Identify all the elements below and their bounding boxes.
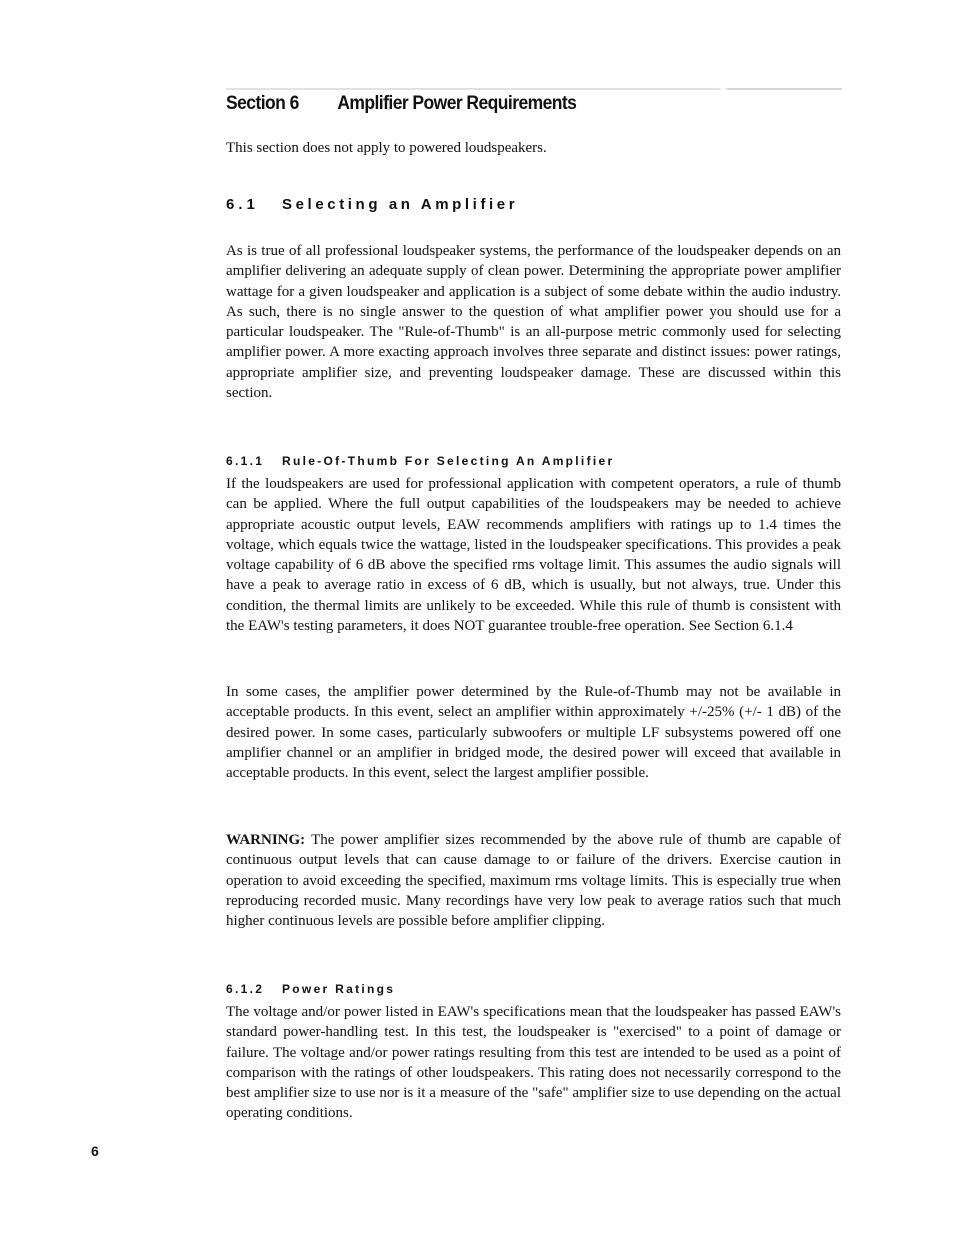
section-title: Amplifier Power Requirements	[337, 93, 577, 114]
subsection-6-1-number: 6.1	[226, 196, 259, 213]
subsection-6-1-heading	[226, 196, 518, 213]
warning-text: The power amplifier sizes recommended by the above rule of thumb are capable of continuous output levels that can cause damage to or failure of the drivers. Exercise caution in operation to avoid exceeding the specified, maximum rms voltage limits. This is especially true when reproducing recorded music. Many recordings have very low peak to average ratios such that much higher continuous levels are possible before amplifier clipping.	[226, 832, 841, 930]
subsection-6-1-1-number: 6.1.1	[226, 454, 265, 468]
subsection-6-1-title: Selecting an Amplifier	[282, 196, 519, 213]
rule-of-thumb-paragraph: If the loudspeakers are used for professional application with competent operators, a rule of thumb can be applied. Where the full output capabilities of the loudspeakers may be needed to achieve appropriate acoustic output levels, EAW recommends amplifiers with ratings up to 1.4 times the voltage, which equals twice the wattage, listed in the loudspeaker specifications. This provides a peak voltage capability of 6 dB above the specified rms voltage limit. This assumes the audio signals will have a peak to average ratio in excess of 6 dB, which is usually, but not always, true. Under this condition, the thermal limits are unlikely to be exceeded. While this rule of thumb is consistent with the EAW's testing parameters, it does NOT guarantee trouble-free operation. See Section 6.1.4	[226, 476, 841, 635]
subsection-6-1-2-number: 6.1.2	[226, 982, 265, 996]
section-intro: This section does not apply to powered loudspeakers.	[226, 140, 547, 156]
power-ratings-paragraph: The voltage and/or power listed in EAW's specifications mean that the loudspeaker has passed EAW's standard power-handling test. In this test, the loudspeaker is "exercised" to a point of damage or failure. The voltage and/or power ratings resulting from this test are intended to be used as a point of comparison with the ratings of other loudspeakers. This rating does not necessarily correspond to the best amplifier size to use nor is it a measure of the "safe" amplifier size to use depending on the actual operating conditions.	[226, 1004, 841, 1122]
amplifier-power-paragraph: In some cases, the amplifier power determined by the Rule-of-Thumb may not be available in acceptable products. In this event, select an amplifier within approximately +/-25% (+/- 1 dB) of the desired power. In some cases, particularly subwoofers or multiple LF subsystems powered off one amplifier channel or an amplifier in bridged mode, the desired power will exceed that available in acceptable products. In this event, select the largest amplifier possible.	[226, 684, 841, 782]
subsection-6-1-body: As is true of all professional loudspeaker systems, the performance of the loudspeaker depends on an amplifier delivering an adequate supply of clean power. Determining the appropriate power amplifier wattage for a given loudspeaker and application is a subject of some debate within the audio industry. As such, there is no single answer to the question of what amplifier power you should use for a particular loudspeaker. The "Rule-of-Thumb" is an all-purpose metric commonly used for selecting amplifier power. A more exacting approach involves three separate and distinct issues: power ratings, appropriate amplifier size, and preventing loudspeaker damage. These are discussed within this section.	[226, 243, 841, 402]
header-rule	[226, 88, 842, 90]
section-number: Section 6	[226, 93, 299, 114]
subsection-6-1-1-title: Rule-Of-Thumb For Selecting An Amplifier	[282, 454, 615, 468]
subsection-6-1-2-title: Power Ratings	[282, 982, 396, 996]
warning-paragraph	[226, 830, 841, 931]
subsection-6-1-1-heading	[226, 454, 614, 468]
section-heading	[226, 93, 576, 115]
page-number: 6	[91, 1143, 99, 1159]
subsection-6-1-2-heading	[226, 982, 395, 996]
warning-label: WARNING:	[226, 832, 306, 848]
